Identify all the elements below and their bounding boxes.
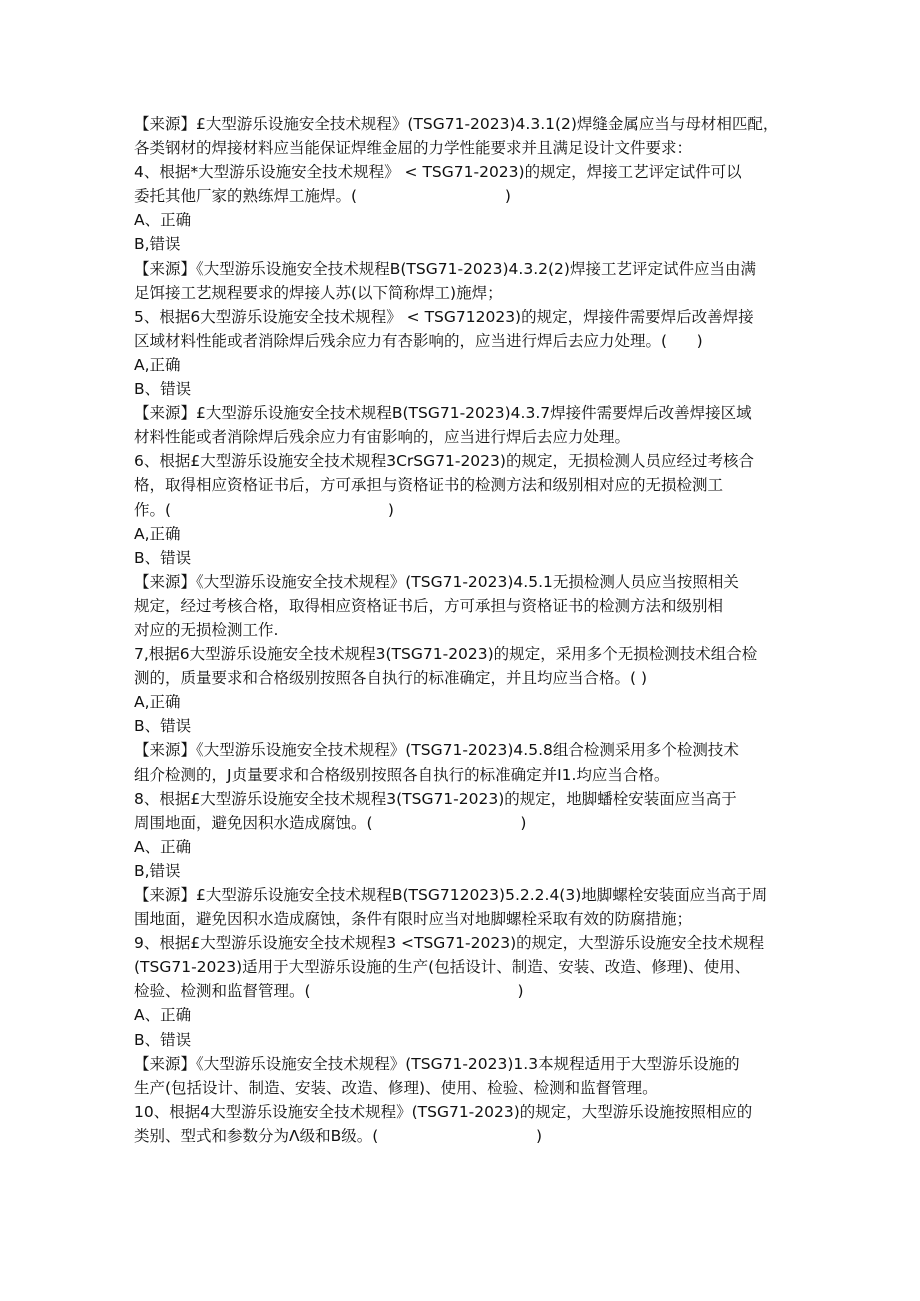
- source-note-line: 【来源】《大型游乐设施安全技术规程》(TSG71-2023)4.5.1无损检测人员应当按照相关: [134, 572, 739, 591]
- source-note-line: 【来源】《大型游乐设施安全技术规程B(TSG71-2023)4.3.2(2)焊接工艺评定试件应当由满: [134, 259, 756, 278]
- source-note-line: 【来源】£大型游乐设施安全技术规程B(TSG712023)5.2.2.4(3)地脚螺栓安装面应当高于周: [134, 886, 768, 904]
- question-line: 区域材料性能或者消除焊后残余应力有杏影响的，应当进行焊后去应力处理。( ): [134, 331, 703, 350]
- source-note-line: 足饵接工艺规程要求的焊接人苏(以下简称焊工)施焊；: [134, 283, 503, 302]
- option-b: B、错误: [134, 548, 192, 567]
- source-note-line: 材料性能或者消除焊后残余应力有宙影响的，应当进行焊后去应力处理。: [134, 428, 631, 447]
- question-line: 检验、检测和监督管理。( ): [134, 982, 524, 1001]
- question-line: 作。( ): [134, 500, 394, 519]
- option-a: A,正确: [134, 355, 181, 374]
- question-line: 7,根据6大型游乐设施安全技术规程3(TSG71-2023)的规定，采用多个无损检测技术组合检: [134, 645, 758, 664]
- source-note-line: 生产(包括设计、制造、安装、改造、修理)、使用、检验、检测和监督管理。: [134, 1078, 658, 1097]
- source-note-line: 各类钢材的焊接材料应当能保证焊维金屈的力学性能要求并且满足设计文件要求：: [134, 139, 693, 158]
- option-a: A、正确: [134, 211, 192, 230]
- question-line: 6、根据£大型游乐设施安全技术规程3CrSG71-2023)的规定，无损检测人员应经过考核合: [134, 452, 754, 471]
- question-line: 测的，质量要求和合格级别按照各自执行的标准确定，并且均应当合格。( ): [134, 669, 648, 688]
- option-a: A、正确: [134, 837, 192, 856]
- option-b: B、错误: [134, 1030, 192, 1049]
- question-line: 10、根据4大型游乐设施安全技术规程》(TSG71-2023)的规定，大型游乐设施按照相应的: [134, 1102, 753, 1121]
- question-line: 周围地面，避免因积水造成腐蚀。( ): [134, 813, 527, 832]
- question-line: 格，取得相应资格证书后，方可承担与资格证书的检测方法和级别相对应的无损检测工: [134, 476, 724, 495]
- source-note-line: 【来源】£大型游乐设施安全技术规程B(TSG71-2023)4.3.7焊接件需要焊后改善焊接区域: [134, 404, 752, 423]
- question-line: (TSG71-2023)适用于大型游乐设施的生产(包括设计、制造、安装、改造、修理)、使用、: [134, 958, 751, 977]
- source-note-line: 【来源】《大型游乐设施安全技术规程》(TSG71-2023)1.3本规程适用于大型游乐设施的: [134, 1054, 740, 1073]
- question-line: 委托其他厂家的熟练焊工施焊。( ): [134, 187, 511, 206]
- option-b: B,错误: [134, 861, 181, 880]
- question-line: 类别、型式和参数分为Λ级和B级。( ): [134, 1126, 542, 1145]
- question-line: 4、根据*大型游乐设施安全技术规程》 < TSG71-2023)的规定，焊接工艺评定试件可以: [134, 163, 742, 182]
- option-b: B、错误: [134, 380, 192, 399]
- question-line: 5、根据6大型游乐设施安全技术规程》 < TSG712023)的规定，焊接件需要焊后改善焊接: [134, 307, 754, 326]
- option-b: B,错误: [134, 235, 181, 254]
- source-note-line: 组介检测的，J贞量要求和合格级别按照各自执行的标准确定并I1.均应当合格。: [134, 765, 670, 784]
- source-note-line: 围地面，避免因积水造成腐蚀，条件有限时应当对地脚螺栓采取有效的防腐措施；: [134, 910, 693, 929]
- question-line: 9、根据£大型游乐设施安全技术规程3 <TSG71-2023)的规定，大型游乐设施安全技术规程: [134, 934, 765, 953]
- option-a: A,正确: [134, 693, 181, 712]
- option-a: A,正确: [134, 524, 181, 543]
- question-line: 8、根据£大型游乐设施安全技术规程3(TSG71-2023)的规定，地脚蟠栓安装面应当高于: [134, 789, 737, 808]
- option-b: B、错误: [134, 717, 192, 736]
- source-note-line: 【来源】《大型游乐设施安全技术规程》(TSG71-2023)4.5.8组合检测采用多个检测技术: [134, 741, 739, 760]
- source-note-line: 对应的无损检测工作.: [134, 620, 279, 639]
- source-note-line: 【来源】£大型游乐设施安全技术规程》(TSG71-2023)4.3.1(2)焊缝金属应当与母材相匹配，: [134, 115, 779, 133]
- source-note-line: 规定，经过考核合格，取得相应资格证书后，方可承担与资格证书的检测方法和级别相: [134, 596, 724, 615]
- document-body: [134, 112, 794, 1148]
- option-a: A、正确: [134, 1006, 192, 1025]
